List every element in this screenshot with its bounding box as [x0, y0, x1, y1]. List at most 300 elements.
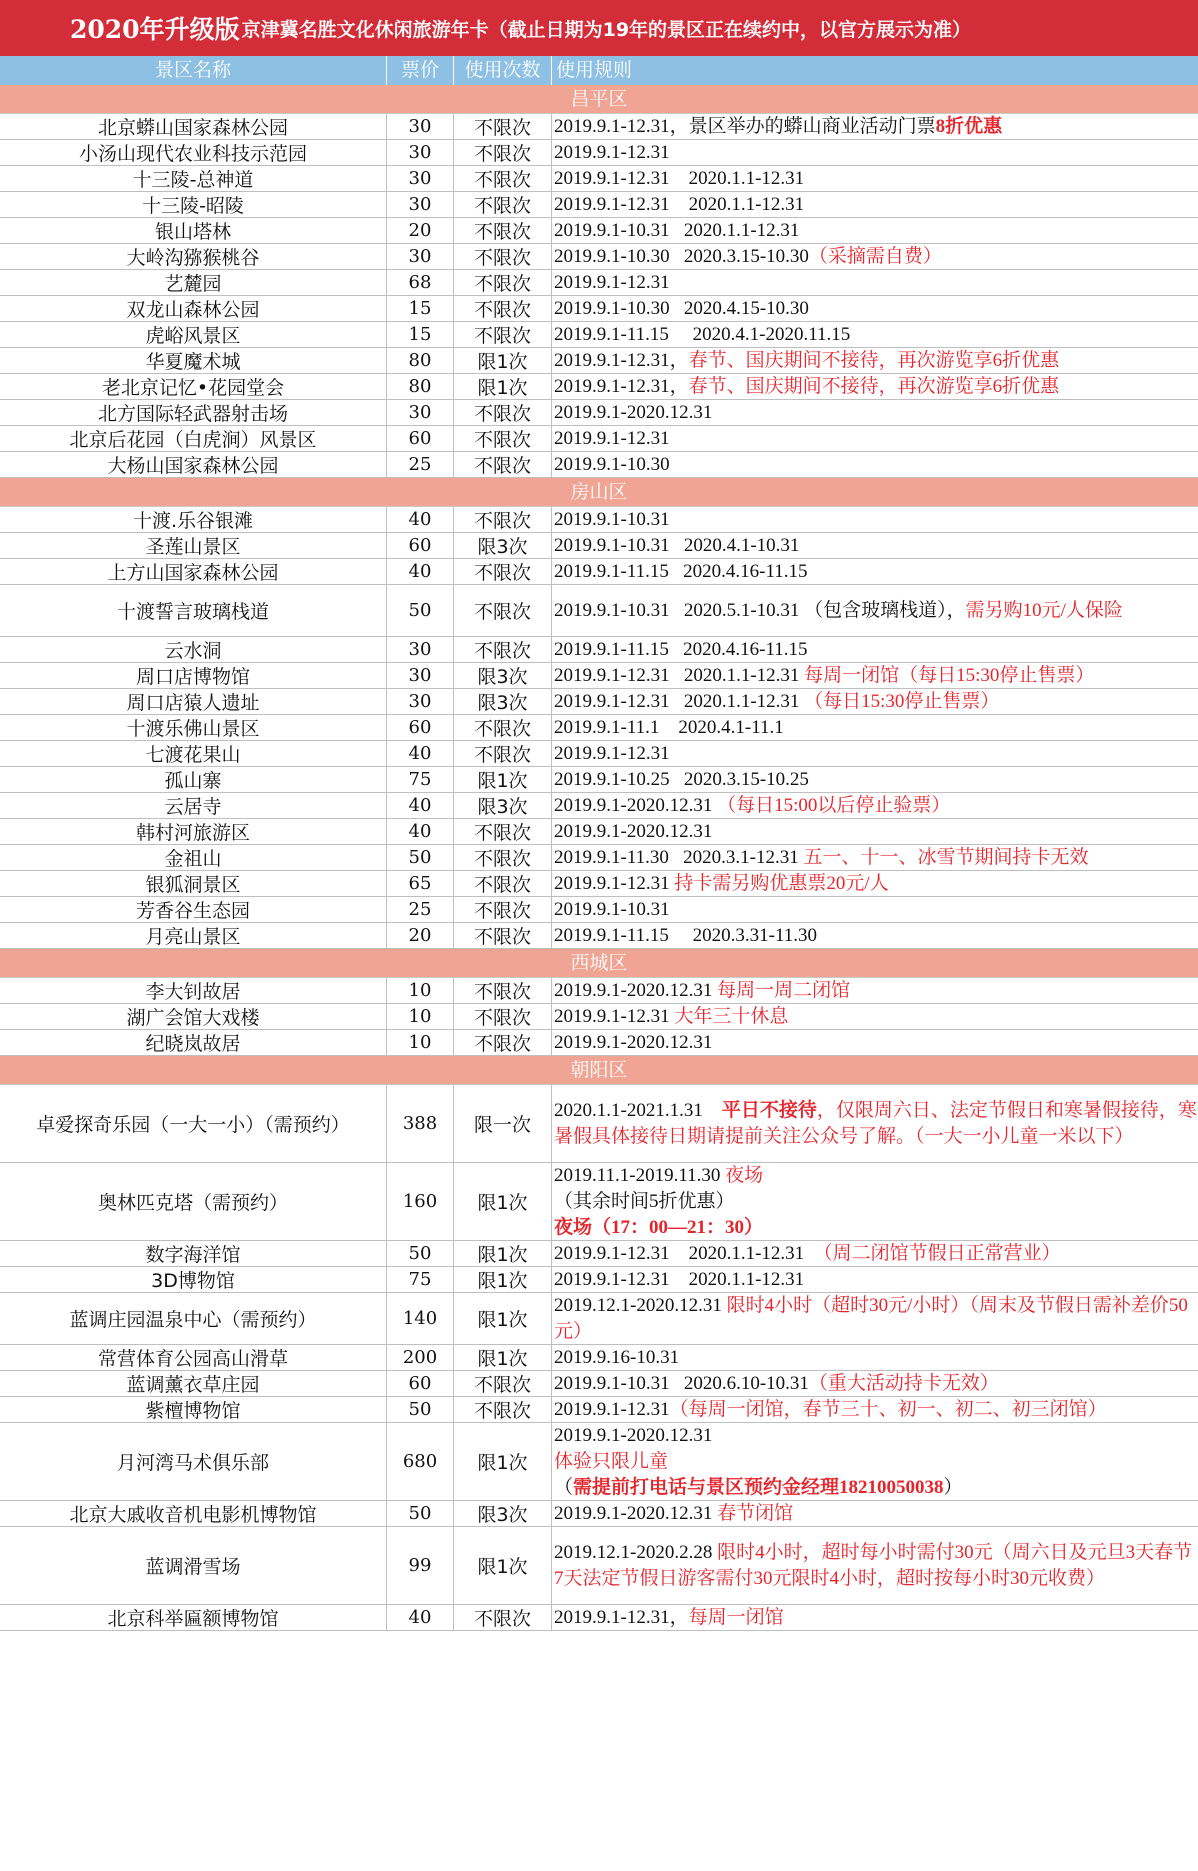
ticket-price: 25 [387, 452, 454, 477]
scenic-spot-name: 上方山国家森林公园 [0, 559, 387, 584]
usage-count: 限1次 [454, 1241, 552, 1266]
usage-count: 不限次 [454, 1605, 552, 1630]
rule-segment: （ [554, 1476, 574, 1498]
scenic-spot-name: 孤山寨 [0, 767, 387, 792]
table-row [0, 1163, 1198, 1241]
ticket-price: 50 [387, 1241, 454, 1266]
usage-rule [552, 166, 1198, 191]
usage-count: 不限次 [454, 244, 552, 269]
ticket-price: 99 [387, 1527, 454, 1604]
ticket-price: 50 [387, 1397, 454, 1422]
rule-highlight: 夜场 [725, 1164, 764, 1186]
table-row [0, 322, 1198, 348]
usage-rule-text [554, 1004, 1198, 1029]
rule-segment: 2019.9.1-12.31 2020.1.1-12.31 [554, 193, 805, 215]
usage-rule [552, 533, 1198, 558]
rule-highlight: 8折优惠 [935, 115, 1003, 137]
usage-rule-text [554, 741, 1198, 766]
rule-highlight: 春节、国庆期间不接待，再次游览享6折优惠 [688, 375, 1060, 397]
scenic-spot-name: 紫檀博物馆 [0, 1397, 387, 1422]
usage-rule-text [554, 793, 1198, 818]
rule-segment: 2019.9.1-2020.12.31 [554, 1502, 718, 1524]
ticket-price: 40 [387, 741, 454, 766]
rule-segment: 2019.9.1-11.30 2020.3.1-12.31 [554, 846, 804, 868]
ticket-price: 60 [387, 533, 454, 558]
usage-count: 限1次 [454, 1423, 552, 1500]
rule-segment: 2019.9.1-12.31 [554, 1005, 675, 1027]
usage-count: 不限次 [454, 585, 552, 636]
table-row [0, 192, 1198, 218]
usage-count: 限1次 [454, 374, 552, 399]
ticket-price: 160 [387, 1163, 454, 1240]
ticket-price: 30 [387, 192, 454, 217]
scenic-spot-name: 数字海洋馆 [0, 1241, 387, 1266]
ticket-price: 140 [387, 1293, 454, 1344]
rule-highlight: 每周一闭馆 [688, 1606, 784, 1628]
table-row [0, 140, 1198, 166]
rule-segment: 2019.9.1-2020.12.31 [554, 979, 718, 1001]
usage-rule [552, 1004, 1198, 1029]
usage-rule [552, 348, 1198, 373]
scenic-spot-name: 3D博物馆 [0, 1267, 387, 1292]
usage-rule [552, 819, 1198, 844]
usage-rule-text [554, 978, 1198, 1003]
table-header [0, 56, 1198, 85]
scenic-spot-name: 十三陵-总神道 [0, 166, 387, 191]
usage-rule [552, 923, 1198, 948]
usage-count: 不限次 [454, 1004, 552, 1029]
rule-segment: 2019.9.1-12.31 [554, 141, 670, 163]
ticket-price: 80 [387, 348, 454, 373]
rule-highlight: 五一、十一、冰雪节期间持卡无效 [803, 846, 1089, 868]
table-row [0, 689, 1198, 715]
usage-rule-text [554, 637, 1198, 662]
table-row [0, 663, 1198, 689]
table-row [0, 1605, 1198, 1631]
usage-rule [552, 689, 1198, 714]
usage-rule [552, 663, 1198, 688]
usage-rule-text [554, 296, 1198, 321]
rule-highlight: （重大活动持卡无效） [808, 1372, 999, 1394]
usage-count: 限1次 [454, 1293, 552, 1344]
ticket-price: 30 [387, 689, 454, 714]
scenic-spot-name: 北京科举匾额博物馆 [0, 1605, 387, 1630]
ticket-price: 388 [387, 1085, 454, 1162]
scenic-spot-name: 七渡花果山 [0, 741, 387, 766]
ticket-price: 20 [387, 218, 454, 243]
section-header: 朝阳区 [0, 1056, 1198, 1085]
rule-segment: 2019.9.1-12.31 2020.1.1-12.31 [554, 1268, 805, 1290]
rule-highlight: （每周一闭馆，春节三十、初一、初二、初三闭馆） [669, 1398, 1107, 1420]
scenic-spot-name: 纪晓岚故居 [0, 1030, 387, 1055]
usage-rule [552, 559, 1198, 584]
scenic-spot-name: 北京大戚收音机电影机博物馆 [0, 1501, 387, 1526]
usage-count: 不限次 [454, 166, 552, 191]
usage-rule-text [554, 270, 1198, 295]
table-row [0, 1030, 1198, 1056]
rule-highlight: 需提前打电话与景区预约金经理18210050038 [573, 1476, 944, 1498]
table-row [0, 1004, 1198, 1030]
rule-segment: 2019.9.1-2020.12.31 [554, 1031, 713, 1053]
rule-segment: 2019.9.1-11.15 2020.4.1-2020.11.15 [554, 323, 851, 345]
scenic-spot-name: 芳香谷生态园 [0, 897, 387, 922]
usage-count: 不限次 [454, 426, 552, 451]
usage-count: 不限次 [454, 978, 552, 1003]
ticket-price: 10 [387, 978, 454, 1003]
usage-rule [552, 507, 1198, 532]
scenic-spot-name: 华夏魔术城 [0, 348, 387, 373]
rule-segment: 2019.9.1-2020.12.31 [554, 794, 718, 816]
usage-count: 不限次 [454, 845, 552, 870]
scenic-spot-name: 云居寺 [0, 793, 387, 818]
usage-rule [552, 270, 1198, 295]
table-row [0, 374, 1198, 400]
rule-highlight: 持卡需另购优惠票20元/人 [674, 872, 889, 894]
rule-segment: 2019.9.1-12.31，景区举办的蟒山商业活动门票 [554, 115, 936, 137]
usage-rule-text [554, 1163, 1198, 1240]
rule-segment: 2019.9.1-10.31 2020.1.1-12.31 [554, 219, 800, 241]
usage-rule-text [554, 715, 1198, 740]
usage-rule-text [554, 400, 1198, 425]
usage-rule [552, 374, 1198, 399]
usage-rule-text [554, 533, 1198, 558]
rule-segment: 2019.9.1-10.30 2020.3.15-10.30 [554, 245, 809, 267]
rule-segment: 2019.11.1-2019.11.30 [554, 1164, 726, 1186]
scenic-spot-name: 蓝调薰衣草庄园 [0, 1371, 387, 1396]
scenic-spot-name: 周口店猿人遗址 [0, 689, 387, 714]
usage-count: 不限次 [454, 637, 552, 662]
usage-rule [552, 1423, 1198, 1500]
rule-segment: 2019.9.1-10.31 [554, 898, 670, 920]
rule-segment: 2019.9.1-10.30 [554, 453, 670, 475]
ticket-price: 680 [387, 1423, 454, 1500]
rule-segment: 2019.9.1-10.31 [554, 508, 670, 530]
ticket-price: 10 [387, 1030, 454, 1055]
rule-highlight: 夜场（17：00—21：30） [554, 1216, 764, 1238]
table-row [0, 585, 1198, 637]
table-row [0, 897, 1198, 923]
usage-count: 不限次 [454, 400, 552, 425]
usage-count: 限3次 [454, 533, 552, 558]
usage-count: 不限次 [454, 741, 552, 766]
rule-segment: 2019.9.1-12.31 [554, 872, 675, 894]
usage-rule-text [554, 663, 1198, 688]
usage-rule [552, 1293, 1198, 1344]
ticket-price: 50 [387, 845, 454, 870]
ticket-price: 50 [387, 585, 454, 636]
rule-segment: 2019.9.1-10.25 2020.3.15-10.25 [554, 768, 809, 790]
scenic-spot-name: 北京后花园（白虎涧）风景区 [0, 426, 387, 451]
table-row [0, 452, 1198, 478]
table-row [0, 426, 1198, 452]
scenic-spot-name: 北方国际轻武器射击场 [0, 400, 387, 425]
usage-count: 限3次 [454, 1501, 552, 1526]
table-row [0, 400, 1198, 426]
table-row [0, 871, 1198, 897]
usage-count: 限1次 [454, 1345, 552, 1370]
usage-rule [552, 1397, 1198, 1422]
usage-rule [552, 1501, 1198, 1526]
scenic-spot-name: 奥林匹克塔（需预约） [0, 1163, 387, 1240]
usage-rule-text [554, 1030, 1198, 1055]
ticket-price: 30 [387, 140, 454, 165]
scenic-spot-name: 月河湾马术俱乐部 [0, 1423, 387, 1500]
table-row [0, 348, 1198, 374]
page-subtitle: 京津冀名胜文化休闲旅游年卡（截止日期为19年的景区正在续约中，以官方展示为准） [241, 18, 972, 41]
scenic-spot-name: 十三陵-昭陵 [0, 192, 387, 217]
header-name: 景区名称 [0, 56, 387, 85]
table-row [0, 741, 1198, 767]
usage-rule-text [554, 507, 1198, 532]
usage-rule-text [554, 1397, 1198, 1422]
usage-count: 不限次 [454, 897, 552, 922]
rule-segment: 2019.9.16-10.31 [554, 1346, 680, 1368]
table-row [0, 715, 1198, 741]
usage-rule-text [554, 218, 1198, 243]
scenic-spot-name: 十渡.乐谷银滩 [0, 507, 387, 532]
rule-highlight: 每周一闭馆（每日15:30停止售票） [804, 664, 1095, 686]
usage-rule [552, 218, 1198, 243]
table-row [0, 218, 1198, 244]
scenic-spot-name: 金祖山 [0, 845, 387, 870]
table-row [0, 1085, 1198, 1163]
ticket-price: 40 [387, 507, 454, 532]
usage-rule-text [554, 871, 1198, 896]
usage-rule [552, 244, 1198, 269]
usage-rule [552, 296, 1198, 321]
ticket-price: 10 [387, 1004, 454, 1029]
usage-rule-text [554, 598, 1198, 624]
table-row [0, 1397, 1198, 1423]
usage-rule-text [554, 114, 1198, 139]
table-row [0, 1423, 1198, 1501]
usage-rule [552, 1241, 1198, 1266]
table-row [0, 166, 1198, 192]
rule-segment: 2019.9.1-12.31 [554, 1398, 670, 1420]
usage-rule [552, 1371, 1198, 1396]
page-title-bar [0, 0, 1198, 56]
usage-rule [552, 741, 1198, 766]
usage-rule [552, 400, 1198, 425]
usage-rule [552, 1085, 1198, 1162]
section-header: 昌平区 [0, 85, 1198, 114]
ticket-price: 50 [387, 1501, 454, 1526]
usage-rule-text [554, 1267, 1198, 1292]
usage-count: 限1次 [454, 1267, 552, 1292]
rule-segment: 2019.9.1-10.31 2020.5.1-10.31 （包含玻璃栈道）， [554, 599, 966, 621]
usage-rule-text [554, 192, 1198, 217]
rule-segment: 2019.9.1-12.31 2020.1.1-12.31 [554, 690, 805, 712]
usage-rule-text [554, 1540, 1198, 1592]
usage-rule-text [554, 166, 1198, 191]
usage-count: 不限次 [454, 140, 552, 165]
rule-highlight: ，仅限周六日、法定节假日和寒暑假接待，寒暑假具体接待日期请提前关注公众号了解。（一大一小儿童一米以下） [554, 1099, 1197, 1147]
scenic-spot-name: 韩村河旅游区 [0, 819, 387, 844]
usage-rule-text [554, 767, 1198, 792]
rule-highlight: （周二闭馆节假日正常营业） [813, 1242, 1061, 1264]
rule-highlight: 限时4小时，超时每小时需付30元（周六日及元旦3天春节7天法定节假日游客需付30元限时4小时，超时按每小时30元收费） [554, 1541, 1193, 1589]
header-rule: 使用规则 [556, 59, 633, 81]
scenic-spot-name: 十渡誓言玻璃栈道 [0, 585, 387, 636]
ticket-price: 60 [387, 715, 454, 740]
usage-rule [552, 585, 1198, 636]
ticket-price: 68 [387, 270, 454, 295]
usage-count: 不限次 [454, 819, 552, 844]
ticket-price: 75 [387, 767, 454, 792]
rule-segment: 2019.9.1-12.31 2020.1.1-12.31 [554, 167, 805, 189]
usage-rule [552, 793, 1198, 818]
table-row [0, 923, 1198, 949]
rule-segment: 2019.9.1-10.31 2020.4.1-10.31 [554, 534, 800, 556]
table-row [0, 819, 1198, 845]
table-body [0, 85, 1198, 1631]
table-row [0, 978, 1198, 1004]
ticket-price: 40 [387, 819, 454, 844]
usage-count: 不限次 [454, 114, 552, 139]
table-row [0, 637, 1198, 663]
rule-segment: 2019.9.1-12.31 [554, 742, 670, 764]
ticket-price: 15 [387, 322, 454, 347]
rule-segment: 2019.9.1-11.15 2020.4.16-11.15 [554, 638, 808, 660]
usage-rule [552, 1345, 1198, 1370]
table-row [0, 767, 1198, 793]
rule-highlight: 大年三十休息 [674, 1005, 789, 1027]
usage-count: 不限次 [454, 715, 552, 740]
usage-count: 不限次 [454, 871, 552, 896]
rule-segment: 2019.9.1-2020.12.31 [554, 1424, 713, 1446]
usage-rule-text [554, 845, 1198, 870]
rule-segment: 2019.9.1-12.31 [554, 271, 670, 293]
usage-rule-text [554, 244, 1198, 269]
usage-rule-text [554, 1423, 1198, 1500]
rule-highlight: 体验只限儿童 [554, 1450, 669, 1472]
ticket-price: 30 [387, 244, 454, 269]
table-row [0, 559, 1198, 585]
rule-segment: 2019.9.1-12.31， [554, 349, 689, 371]
ticket-price: 25 [387, 897, 454, 922]
table-row [0, 270, 1198, 296]
scenic-spot-name: 十渡乐佛山景区 [0, 715, 387, 740]
table-row [0, 244, 1198, 270]
scenic-spot-name: 老北京记忆•花园堂会 [0, 374, 387, 399]
scenic-spot-name: 大杨山国家森林公园 [0, 452, 387, 477]
usage-rule [552, 1267, 1198, 1292]
header-uses: 使用次数 [454, 56, 552, 85]
usage-rule-text [554, 923, 1198, 948]
usage-rule [552, 426, 1198, 451]
rule-highlight: （每日15:30停止售票） [804, 690, 1000, 712]
table-row [0, 296, 1198, 322]
ticket-price: 30 [387, 400, 454, 425]
ticket-price: 60 [387, 426, 454, 451]
usage-rule [552, 978, 1198, 1003]
ticket-price: 40 [387, 793, 454, 818]
rule-segment: 2019.9.1-12.31 2020.1.1-12.31 [554, 1242, 814, 1264]
scenic-spot-name: 蓝调滑雪场 [0, 1527, 387, 1604]
usage-count: 限1次 [454, 348, 552, 373]
scenic-spot-name: 北京蟒山国家森林公园 [0, 114, 387, 139]
table-row [0, 1371, 1198, 1397]
usage-rule [552, 1605, 1198, 1630]
scenic-spot-name: 艺麓园 [0, 270, 387, 295]
rule-segment: 2019.9.1-10.31 2020.6.10-10.31 [554, 1372, 809, 1394]
usage-rule-text [554, 1098, 1198, 1150]
ticket-price: 30 [387, 663, 454, 688]
usage-count: 不限次 [454, 559, 552, 584]
usage-rule [552, 1030, 1198, 1055]
usage-count: 限3次 [454, 689, 552, 714]
rule-segment: 2019.9.1-12.31， [554, 1606, 689, 1628]
usage-count: 不限次 [454, 1030, 552, 1055]
table-row [0, 507, 1198, 533]
rule-highlight: （每日15:00以后停止验票） [717, 794, 951, 816]
table-row [0, 1345, 1198, 1371]
usage-count: 不限次 [454, 218, 552, 243]
usage-count: 限1次 [454, 767, 552, 792]
ticket-price: 75 [387, 1267, 454, 1292]
usage-rule-text [554, 1241, 1198, 1266]
table-row [0, 533, 1198, 559]
usage-rule [552, 897, 1198, 922]
usage-count: 不限次 [454, 192, 552, 217]
usage-rule [552, 637, 1198, 662]
usage-rule [552, 845, 1198, 870]
usage-count: 不限次 [454, 322, 552, 347]
ticket-price: 40 [387, 559, 454, 584]
ticket-price: 60 [387, 1371, 454, 1396]
usage-count: 不限次 [454, 1397, 552, 1422]
section-header: 西城区 [0, 949, 1198, 978]
ticket-price: 65 [387, 871, 454, 896]
scenic-spot-name: 李大钊故居 [0, 978, 387, 1003]
usage-rule [552, 871, 1198, 896]
rule-highlight: 每周一周二闭馆 [717, 979, 851, 1001]
usage-count: 限一次 [454, 1085, 552, 1162]
rule-segment: 2019.12.1-2020.12.31 [554, 1294, 727, 1316]
usage-rule-text [554, 819, 1198, 844]
usage-rule-text [554, 1605, 1198, 1630]
rule-segment: 2019.9.1-11.15 2020.3.31-11.30 [554, 924, 817, 946]
usage-rule-text [554, 140, 1198, 165]
rule-segment: 2019.9.1-2020.12.31 [554, 401, 713, 423]
table-row [0, 1501, 1198, 1527]
usage-rule [552, 114, 1198, 139]
rule-segment: 2019.12.1-2020.2.28 [554, 1541, 718, 1563]
ticket-price: 30 [387, 637, 454, 662]
table-row [0, 114, 1198, 140]
usage-rule-text [554, 1293, 1198, 1344]
usage-count: 不限次 [454, 923, 552, 948]
ticket-price: 80 [387, 374, 454, 399]
usage-count: 不限次 [454, 1371, 552, 1396]
usage-count: 不限次 [454, 452, 552, 477]
rule-segment: 2019.9.1-2020.12.31 [554, 820, 713, 842]
usage-rule-text [554, 426, 1198, 451]
table-row [0, 1527, 1198, 1605]
usage-rule-text [554, 559, 1198, 584]
table-row [0, 1241, 1198, 1267]
section-header: 房山区 [0, 478, 1198, 507]
scenic-spot-name: 银狐洞景区 [0, 871, 387, 896]
usage-rule [552, 1163, 1198, 1240]
scenic-spot-name: 卓爱探奇乐园（一大一小）（需预约） [0, 1085, 387, 1162]
scenic-spot-name: 周口店博物馆 [0, 663, 387, 688]
scenic-spot-name: 圣莲山景区 [0, 533, 387, 558]
usage-rule-text [554, 374, 1198, 399]
usage-rule-text [554, 452, 1198, 477]
scenic-spot-name: 蓝调庄园温泉中心（需预约） [0, 1293, 387, 1344]
usage-count: 不限次 [454, 507, 552, 532]
